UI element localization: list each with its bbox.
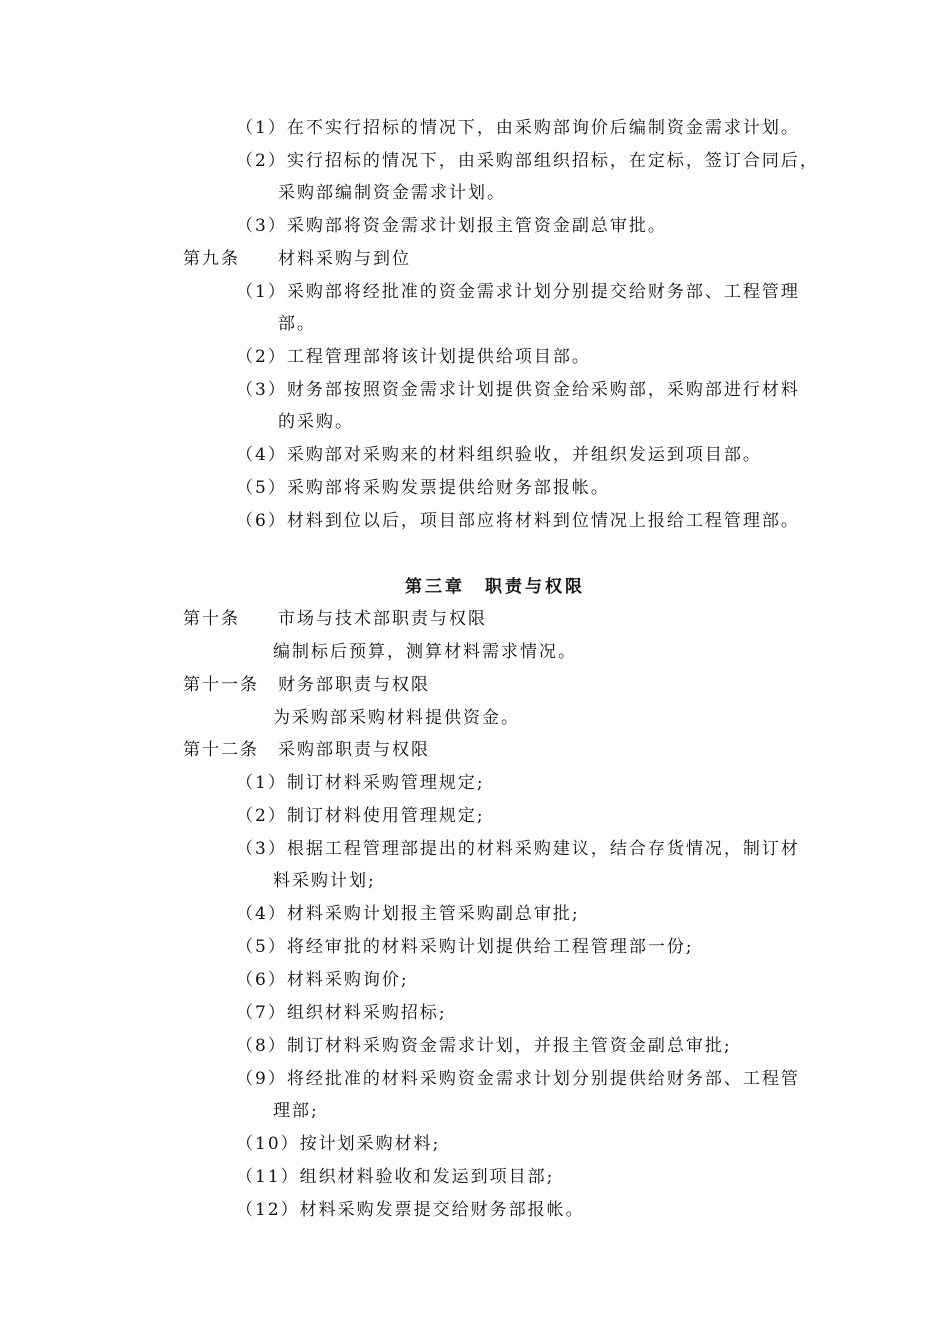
list-item: （1）采购部将经批准的资金需求计划分别提交给财务部、工程管理: [236, 282, 800, 302]
list-item: （6）材料到位以后，项目部应将材料到位情况上报给工程管理部。: [236, 511, 800, 531]
article-title: 材料采购与到位: [278, 249, 411, 269]
list-item: （10）按计划采购材料;: [236, 1134, 441, 1154]
list-item: （9）将经批准的材料采购资金需求计划分别提供给财务部、工程管: [236, 1069, 800, 1089]
article-body: 编制标后预算，测算材料需求情况。: [273, 642, 577, 662]
article-heading: [183, 608, 487, 630]
list-item-continuation: 的采购。: [278, 412, 354, 432]
list-item: （7）组织材料采购招标;: [236, 1003, 447, 1023]
list-item: （8）制订材料采购资金需求计划，并报主管资金副总审批;: [236, 1036, 732, 1056]
article-title: 财务部职责与权限: [278, 675, 430, 695]
list-item: （5）将经审批的材料采购计划提供给工程管理部一份;: [236, 937, 694, 957]
list-item: （6）材料采购询价;: [236, 970, 409, 990]
list-item: （2）工程管理部将该计划提供给项目部。: [236, 347, 591, 367]
list-item-continuation: 理部;: [273, 1101, 319, 1121]
article-label: 第十二条: [183, 740, 259, 760]
list-item: （4）材料采购计划报主管采购副总审批;: [236, 904, 580, 924]
list-item: （5）采购部将采购发票提供给财务部报帐。: [236, 478, 610, 498]
article-heading: [183, 674, 430, 696]
list-item-continuation: 料采购计划;: [273, 871, 376, 891]
list-item: （12）材料采购发票提交给财务部报帐。: [236, 1200, 585, 1220]
article-heading: [183, 248, 411, 270]
list-item: （3）根据工程管理部提出的材料采购建议，结合存货情况，制订材: [236, 839, 800, 859]
article-label: 第九条: [183, 249, 240, 269]
article-label: 第十一条: [183, 675, 259, 695]
article-title: 市场与技术部职责与权限: [278, 609, 487, 629]
list-item: （1）制订材料采购管理规定;: [236, 773, 485, 793]
list-item-continuation: 采购部编制资金需求计划。: [278, 183, 506, 203]
list-item: （2）实行招标的情况下，由采购部组织招标，在定标，签订合同后，: [236, 151, 819, 171]
list-item: （2）制订材料使用管理规定;: [236, 806, 485, 826]
article-label: 第十条: [183, 609, 240, 629]
list-item: （11）组织材料验收和发运到项目部;: [236, 1167, 555, 1187]
article-heading: [183, 739, 430, 761]
list-item: （4）采购部对采购来的材料组织验收，并组织发运到项目部。: [236, 445, 762, 465]
list-item: （3）采购部将资金需求计划报主管资金副总审批。: [236, 216, 667, 236]
list-item-continuation: 部。: [278, 314, 316, 334]
list-item: （1）在不实行招标的情况下，由采购部询价后编制资金需求计划。: [236, 118, 800, 138]
article-title: 采购部职责与权限: [278, 740, 430, 760]
list-item: （3）财务部按照资金需求计划提供资金给采购部，采购部进行材料: [236, 380, 800, 400]
article-body: 为采购部采购材料提供资金。: [273, 708, 520, 728]
chapter-title: 第三章 职责与权限: [405, 577, 585, 597]
